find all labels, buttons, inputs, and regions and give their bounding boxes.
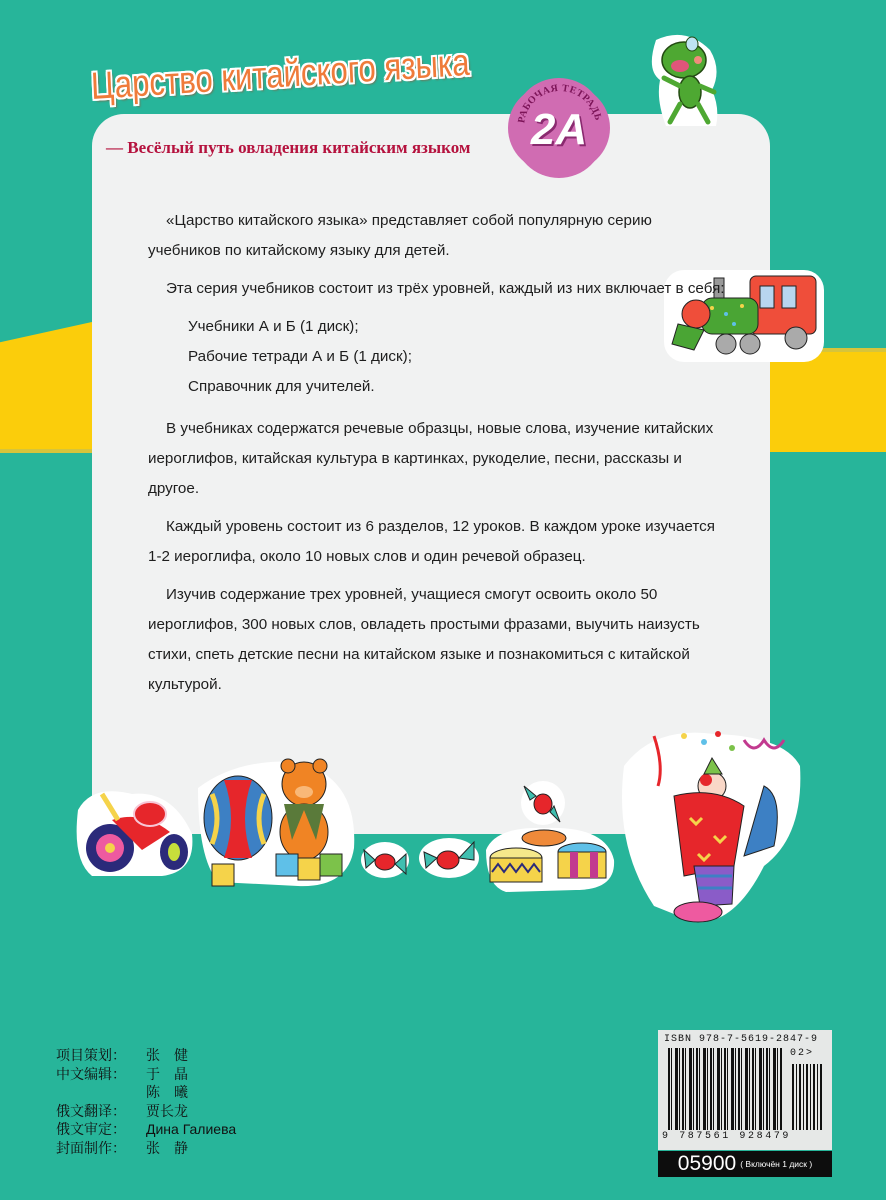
price-note: ( Включён 1 диск ) (740, 1159, 813, 1169)
candy-illustration (360, 840, 410, 880)
credit-name: 张 静 (146, 1139, 188, 1156)
credit-role: 项目策划： (56, 1047, 126, 1063)
credit-role (56, 1083, 146, 1102)
barcode-addon-bars (792, 1064, 822, 1130)
isbn-barcode (658, 1030, 832, 1150)
tricycle-illustration (72, 780, 196, 880)
components-list (148, 312, 728, 402)
credit-name: 张 健 (146, 1047, 188, 1063)
credit-row (56, 1120, 236, 1139)
yellow-stripe-right (770, 348, 886, 452)
barcode-digits: 9 787561 928479 (662, 1131, 792, 1142)
series-subtitle: — Весёлый путь овладения китайским языком (106, 138, 471, 157)
paragraph-contents: В учебниках содержатся речевые образцы, новые слова, изучение китайских иероглифов, китайская культура в картинках, рукоделие, песни, рассказы и другое. (148, 420, 714, 497)
ball-bear-blocks-illustration (198, 758, 358, 888)
credit-role: 俄文翻译： (56, 1102, 126, 1119)
list-item: Учебники А и Б (1 диск); (188, 318, 359, 335)
isbn-number: ISBN 978-7-5619-2847-9 (664, 1034, 819, 1045)
price-code: 05900 (677, 1152, 737, 1175)
series-title: Царство китайского языка (90, 41, 471, 109)
credit-row (56, 1083, 236, 1102)
barcode-addon: 02> (790, 1048, 815, 1059)
frog-illustration (646, 30, 724, 130)
drums-illustration (486, 820, 616, 892)
workbook-level-badge (512, 82, 606, 174)
credit-name: 于 晶 (146, 1065, 188, 1082)
credits-block (56, 1046, 236, 1157)
list-item: Рабочие тетради А и Б (1 диск); (188, 348, 412, 365)
credit-name: Дина Галиева (146, 1121, 237, 1137)
barcode-bars (668, 1048, 783, 1130)
svg-text:РАБОЧАЯ ТЕТРАДЬ: РАБОЧАЯ ТЕТРАДЬ (516, 82, 604, 124)
credit-row (56, 1065, 236, 1084)
credit-name: 贾长龙 (146, 1102, 188, 1119)
credit-role: 封面制作： (56, 1139, 126, 1156)
credit-role: 中文编辑： (56, 1065, 126, 1082)
paragraph-outcomes: Изучив содержание трех уровней, учащиеся смогут освоить около 50 иероглифов, 300 новых слов, овладеть простыми фразами, выучить наизусть стихи, спеть детские песни на китайском языке и познакомиться с китайской культурой. (148, 586, 700, 693)
credit-name: 陈 曦 (146, 1084, 188, 1100)
list-item: Справочник для учителей. (188, 378, 375, 395)
badge-level: 2A (530, 105, 588, 154)
paragraph-intro: «Царство китайского языка» представляет собой популярную серию учебников по китайскому языку для детей. (148, 212, 652, 259)
candy-illustration (418, 836, 480, 878)
credit-row (56, 1102, 236, 1121)
credit-row (56, 1139, 236, 1158)
description-text (148, 206, 728, 708)
price-label (658, 1151, 832, 1177)
credit-row (56, 1046, 236, 1065)
paragraph-structure: Каждый уровень состоит из 6 разделов, 12 уроков. В каждом уроке изучается 1-2 иероглифа, около 10 новых слов и один речевой образец. (148, 518, 715, 565)
clown-illustration (614, 726, 804, 926)
paragraph-levels: Эта серия учебников состоит из трёх уровней, каждый из них включает в себя: (166, 280, 725, 297)
credit-role: 俄文审定： (56, 1121, 126, 1137)
